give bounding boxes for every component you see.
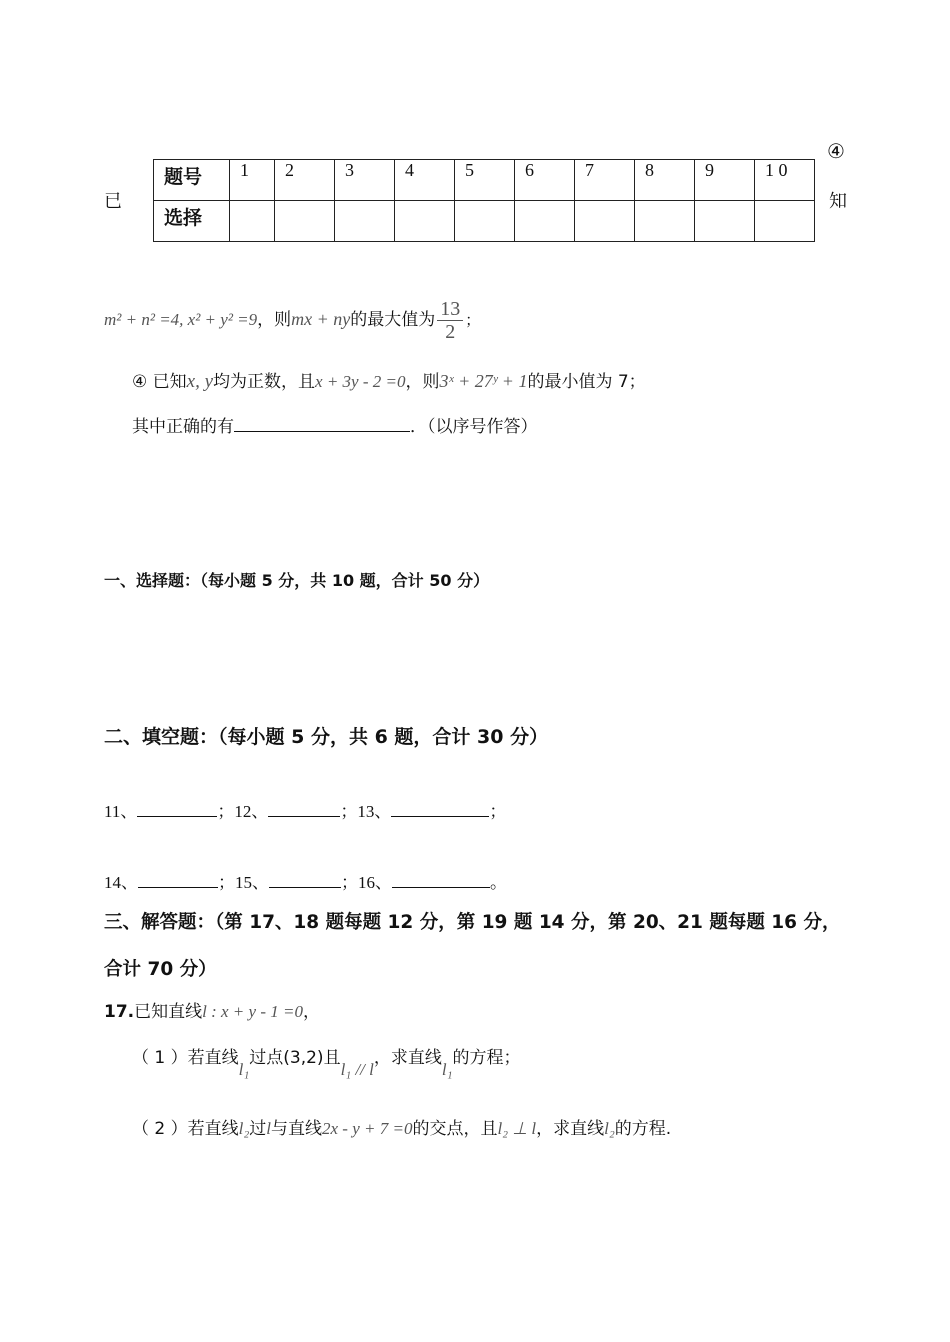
blank-label: ；16、	[341, 873, 392, 892]
answer-cell[interactable]	[515, 201, 575, 242]
question-17	[104, 997, 320, 1022]
side-char-right: 知	[829, 191, 847, 212]
table-row-numbers	[154, 160, 815, 201]
text: ，	[302, 1002, 320, 1022]
question-17-part-1	[132, 1043, 521, 1079]
text: ；	[465, 311, 481, 329]
blank-label: ；15、	[218, 873, 269, 892]
math-condition: m² + n² =4, x² + y² =9	[104, 310, 258, 329]
math-equation: 2x - y + 7 =0	[322, 1119, 413, 1138]
blank-label: ；13、	[340, 802, 392, 821]
answer-blank-16[interactable]	[392, 869, 490, 888]
answer-cell[interactable]	[395, 201, 455, 242]
answer-cell[interactable]	[635, 201, 695, 242]
table-cell: 1 0	[755, 160, 815, 201]
circled-number: ④	[827, 141, 845, 163]
row-label-answer: 选择	[154, 201, 230, 242]
answer-blank-14[interactable]	[138, 869, 218, 888]
statement-3	[104, 298, 480, 343]
math-line-l1: l₁	[441, 1060, 453, 1079]
math-line-l2: l₂	[604, 1119, 615, 1138]
question-17-part-2	[132, 1114, 671, 1139]
text: 的最小值为 7；	[527, 372, 646, 392]
answer-cell[interactable]	[755, 201, 815, 242]
part-label: （ 1 ）若直线	[132, 1048, 239, 1068]
math-expression: 3ˣ + 27ʸ + 1	[439, 371, 528, 391]
fraction-denominator: 2	[445, 321, 456, 343]
answer-cell[interactable]	[575, 201, 635, 242]
blank-label: 14、	[104, 873, 138, 892]
section-heading-solve-cont: 合计 70 分）	[104, 959, 217, 980]
table-cell: 1	[230, 160, 275, 201]
answer-cell[interactable]	[335, 201, 395, 242]
text: ．（以序号作答）	[410, 417, 538, 437]
blank-row-2	[104, 868, 507, 893]
correct-answers-line	[132, 412, 538, 437]
fraction-numerator: 13	[437, 298, 463, 321]
side-char-left: 已	[104, 191, 122, 212]
math-condition: l₁ // l	[340, 1060, 374, 1079]
blank-label: 11、	[104, 802, 138, 821]
answer-table	[153, 159, 815, 242]
text: 过	[249, 1119, 267, 1139]
answer-blank-12[interactable]	[268, 798, 340, 817]
text: ④ 已知	[132, 372, 187, 392]
table-cell: 3	[335, 160, 395, 201]
math-vars: x, y	[186, 371, 214, 392]
math-line-l: l	[266, 1119, 271, 1138]
table-cell: 5	[455, 160, 515, 201]
text: 的方程.	[614, 1119, 672, 1139]
answer-cell[interactable]	[695, 201, 755, 242]
table-cell: 4	[395, 160, 455, 201]
statement-4	[132, 367, 646, 393]
blank-label: ；12、	[217, 802, 269, 821]
fraction	[437, 298, 463, 343]
text: ，求直线	[373, 1048, 442, 1068]
section-heading-fill: 二、填空题：（每小题 5 分，共 6 题，合计 30 分）	[104, 726, 549, 748]
answer-blank-15[interactable]	[269, 869, 341, 888]
text: ，则	[257, 310, 292, 330]
text: 与直线	[271, 1119, 322, 1139]
table-cell: 7	[575, 160, 635, 201]
text: 均为正数，且	[213, 372, 316, 392]
blank-label: 。	[490, 873, 507, 892]
table-row-answers	[154, 201, 815, 242]
text: 的交点，且	[412, 1119, 498, 1139]
table-cell: 9	[695, 160, 755, 201]
math-line-l2: l₂	[238, 1119, 250, 1138]
text: ，求直线	[536, 1119, 605, 1139]
question-number: 17.	[104, 1002, 135, 1022]
row-label-number: 题号	[154, 160, 230, 201]
text: 其中正确的有	[132, 417, 234, 437]
math-condition: l₂ ⊥ l	[497, 1119, 537, 1138]
table-cell: 8	[635, 160, 695, 201]
answer-cell[interactable]	[275, 201, 335, 242]
answer-cell[interactable]	[230, 201, 275, 242]
answer-blank[interactable]	[234, 413, 410, 432]
text: 已知直线	[134, 1002, 203, 1022]
math-expression: mx + ny	[291, 309, 351, 329]
text: ，则	[405, 372, 440, 392]
text: 的方程；	[452, 1048, 521, 1068]
part-label: （ 2 ）若直线	[132, 1119, 239, 1139]
math-equation: l : x + y - 1 =0	[202, 1002, 303, 1021]
section-heading-choice: 一、选择题：（每小题 5 分，共 10 题，合计 50 分）	[104, 571, 490, 590]
table-cell: 6	[515, 160, 575, 201]
math-equation: x + 3y - 2 =0	[315, 372, 406, 391]
answer-cell[interactable]	[455, 201, 515, 242]
table-cell: 2	[275, 160, 335, 201]
blank-row-1	[104, 797, 506, 822]
answer-blank-11[interactable]	[137, 798, 217, 817]
text: 过点(3,2)且	[249, 1048, 341, 1068]
text: 的最大值为	[350, 310, 436, 330]
blank-label: ；	[489, 802, 507, 821]
math-line-l1: l₁	[238, 1060, 250, 1079]
answer-blank-13[interactable]	[391, 798, 489, 817]
section-heading-solve: 三、解答题：（第 17、18 题每题 12 分，第 19 题 14 分，第 20、21 题每题 16 分，	[104, 912, 841, 933]
